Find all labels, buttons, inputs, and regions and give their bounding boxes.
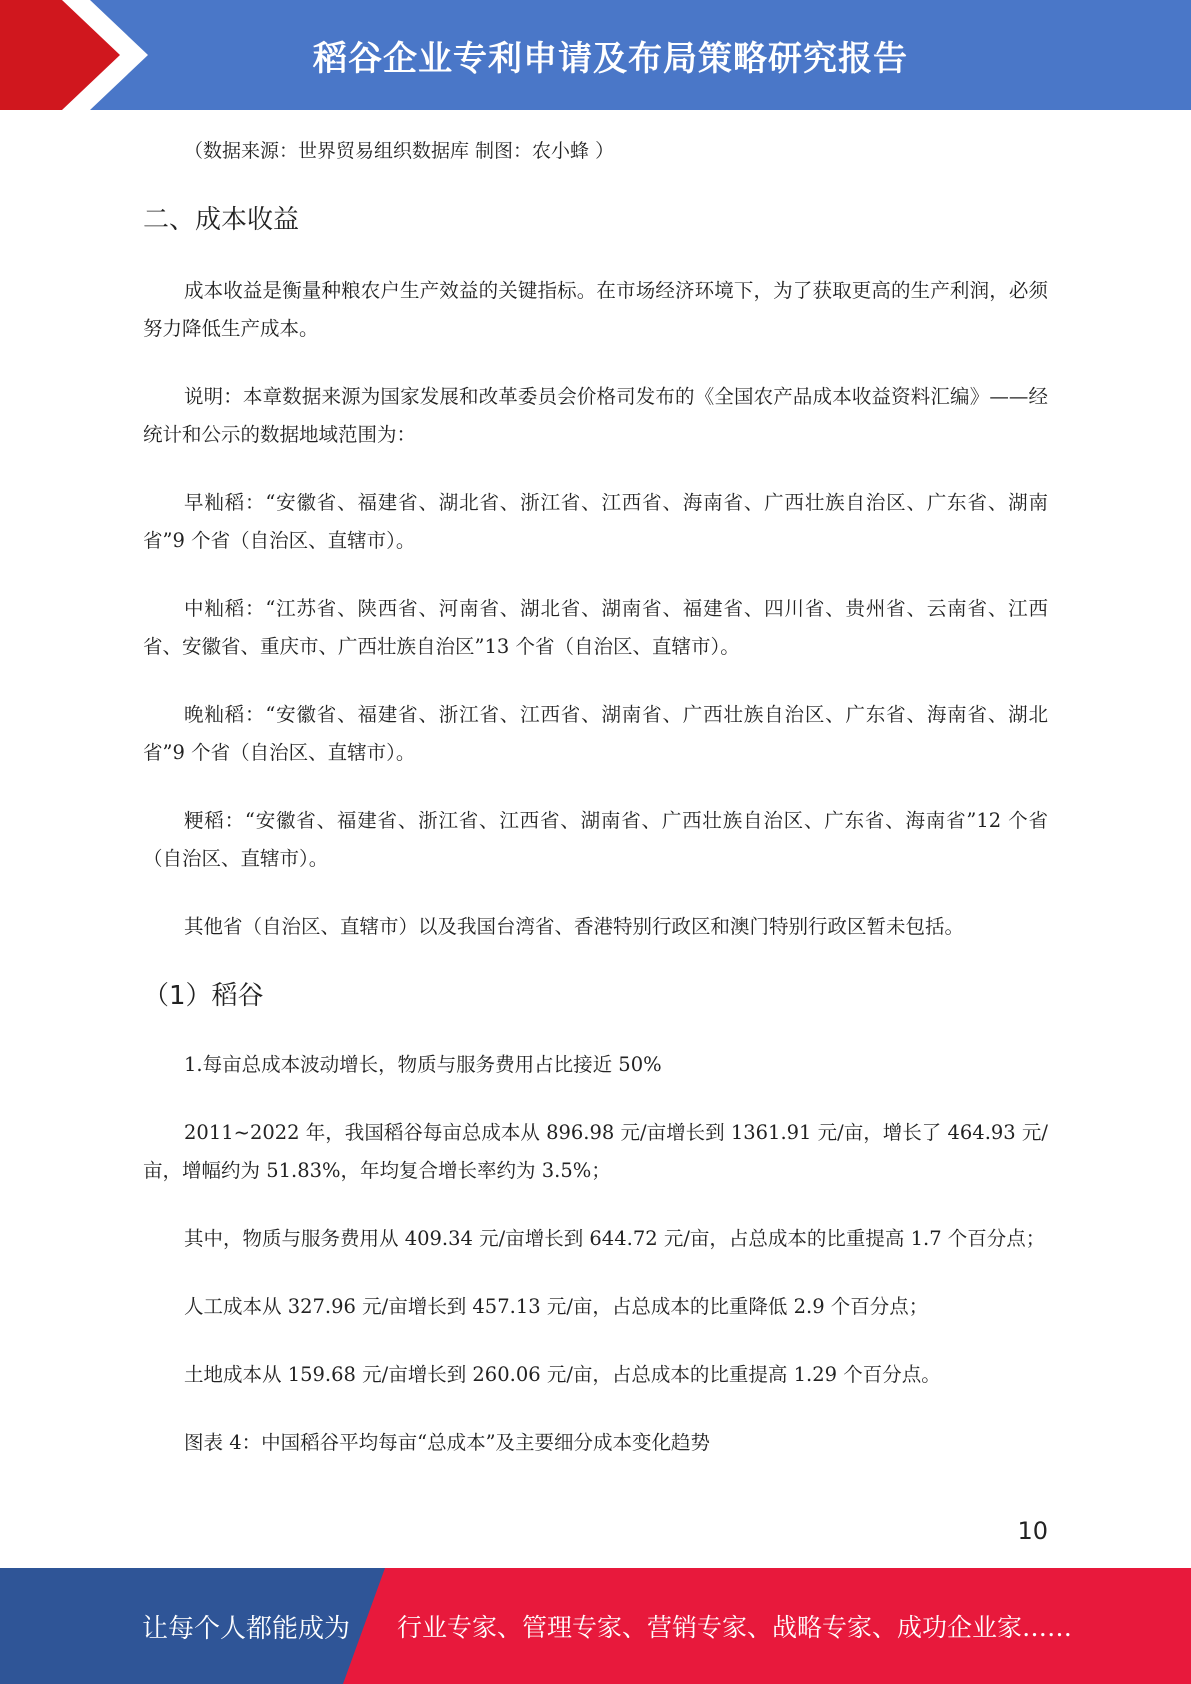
page-content: [143, 132, 1048, 1492]
paragraph: 2011~2022 年，我国稻谷每亩总成本从 896.98 元/亩增长到 1361.91 元/亩，增长了 464.93 元/亩，增幅约为 51.83%，年均复合增长率约为 3.5%；: [143, 1121, 1048, 1182]
paragraph: 粳稻：“安徽省、福建省、浙江省、江西省、湖南省、广西壮族自治区、广东省、海南省”12 个省（自治区、直辖市）。: [143, 809, 1048, 870]
paragraph: 晚籼稻：“安徽省、福建省、浙江省、江西省、湖南省、广西壮族自治区、广东省、海南省、湖北省”9 个省（自治区、直辖市）。: [143, 703, 1048, 764]
paragraph: 土地成本从 159.68 元/亩增长到 260.06 元/亩，占总成本的比重提高 1.29 个百分点。: [184, 1363, 941, 1386]
page-footer: [0, 1568, 1191, 1684]
subsection-heading: （1）稻谷: [143, 981, 264, 1011]
footer-slogan-left: 让每个人都能成为: [142, 1613, 351, 1644]
section-heading: 二、成本收益: [143, 205, 300, 235]
paragraph: 其中，物质与服务费用从 409.34 元/亩增长到 644.72 元/亩，占总成本的比重提高 1.7 个百分点；: [184, 1227, 1046, 1250]
paragraph: 成本收益是衡量种粮农户生产效益的关键指标。在市场经济环境下，为了获取更高的生产利润，必须努力降低生产成本。: [143, 279, 1048, 340]
paragraph: 说明：本章数据来源为国家发展和改革委员会价格司发布的《全国农产品成本收益资料汇编》——经统计和公示的数据地域范围为：: [143, 385, 1048, 446]
footer-slogan-right: 行业专家、管理专家、营销专家、战略专家、成功企业家……: [397, 1613, 1073, 1642]
paragraph: 其他省（自治区、直辖市）以及我国台湾省、香港特别行政区和澳门特别行政区暂未包括。: [184, 915, 965, 938]
figure-caption: 图表 4：中国稻谷平均每亩“总成本”及主要细分成本变化趋势: [184, 1431, 711, 1454]
paragraph: 早籼稻：“安徽省、福建省、湖北省、浙江省、江西省、海南省、广西壮族自治区、广东省、湖南省”9 个省（自治区、直辖市）。: [143, 491, 1048, 552]
paragraph: 中籼稻：“江苏省、陕西省、河南省、湖北省、湖南省、福建省、四川省、贵州省、云南省、江西省、安徽省、重庆市、广西壮族自治区”13 个省（自治区、直辖市）。: [143, 597, 1048, 658]
report-title: 稻谷企业专利申请及布局策略研究报告: [313, 38, 908, 79]
page-header: [0, 0, 1191, 110]
paragraph: 人工成本从 327.96 元/亩增长到 457.13 元/亩，占总成本的比重降低 2.9 个百分点；: [184, 1295, 929, 1318]
data-source-note: （数据来源：世界贸易组织数据库 制图：农小蜂 ）: [184, 140, 615, 162]
paragraph: 1.每亩总成本波动增长，物质与服务费用占比接近 50%: [184, 1053, 662, 1076]
page-number: 10: [1017, 1517, 1048, 1545]
